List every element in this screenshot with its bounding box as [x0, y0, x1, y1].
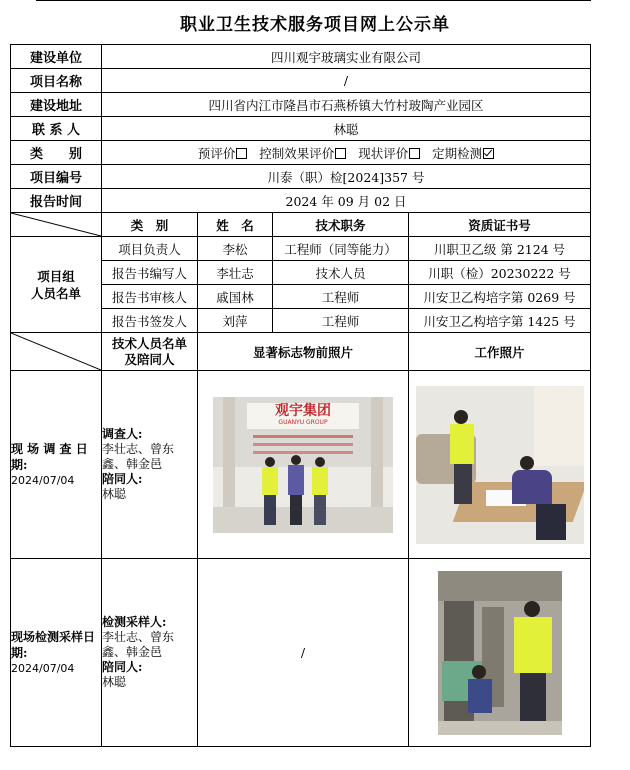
value-unit: 四川观宇玻璃实业有限公司: [102, 45, 591, 69]
row-report-time: [11, 189, 591, 213]
photos-diagonal-cell: [11, 333, 102, 371]
row-category: [11, 141, 591, 165]
sampling-staff: 李壮志、曾东鑫、韩金邑: [102, 630, 175, 659]
sampling-staff-label: 检测采样人:: [102, 615, 167, 629]
row-name: [11, 69, 591, 93]
value-report-time: 2024 年 09 月 02 日: [102, 189, 591, 213]
sign-text: 观宇集团: [275, 402, 331, 419]
label-address: 建设地址: [11, 93, 102, 117]
member-name: 李松: [198, 237, 273, 261]
survey-people-cell: [102, 371, 198, 559]
row-contact: [11, 117, 591, 141]
diagonal-line: [11, 333, 101, 370]
survey-companion: 林聪: [102, 487, 127, 501]
photos-header-landmark: 显著标志物前照片: [198, 333, 409, 371]
member-name: 李壮志: [198, 261, 273, 285]
checkbox-pre-eval: [236, 148, 247, 159]
team-diagonal-cell: [11, 213, 102, 237]
survey-companion-label: 陪同人:: [102, 472, 143, 486]
team-header-name: 姓 名: [198, 213, 273, 237]
survey-date: 2024/07/04: [11, 473, 75, 487]
sampling-work-cell: [409, 559, 591, 747]
sampling-photo: [438, 571, 562, 735]
label-unit: 建设单位: [11, 45, 102, 69]
landmark-photo: [213, 397, 393, 533]
page-title: 职业卫生技术服务项目网上公示单: [180, 15, 450, 35]
option-periodic-test: 定期检测: [432, 146, 494, 161]
sampling-landmark-cell: /: [198, 559, 409, 747]
survey-staff-label: 调查人:: [102, 427, 143, 441]
survey-row: [11, 371, 591, 559]
label-number: 项目编号: [11, 165, 102, 189]
sampling-date-cell: [11, 559, 102, 747]
label-category: 类 别: [11, 141, 102, 165]
value-contact: 林聪: [102, 117, 591, 141]
category-options: [102, 141, 591, 165]
member-title: 工程师: [273, 285, 409, 309]
checkbox-control-eval: [335, 148, 346, 159]
team-header-row: [11, 213, 591, 237]
member-name: 戚国林: [198, 285, 273, 309]
survey-date-label: 现 场 调 查 日期:: [11, 441, 88, 472]
row-address: [11, 93, 591, 117]
member-name: 刘萍: [198, 309, 273, 333]
row-number: [11, 165, 591, 189]
team-row: [11, 237, 591, 261]
member-cert: 川安卫乙构培字第 0269 号: [409, 285, 591, 309]
sampling-date-label: 现场检测采样日期:: [11, 629, 96, 660]
team-group-label: 项目组 人员名单: [11, 237, 102, 333]
member-cert: 川职（检）20230222 号: [409, 261, 591, 285]
sampling-companion-label: 陪同人:: [102, 660, 143, 674]
label-name: 项目名称: [11, 69, 102, 93]
work-photo: [416, 386, 584, 544]
member-role: 项目负责人: [102, 237, 198, 261]
notice-table: [10, 44, 591, 747]
member-cert: 川职卫乙级 第 2124 号: [409, 237, 591, 261]
option-pre-eval: 预评价: [198, 146, 248, 161]
option-control-eval: 控制效果评价: [259, 146, 346, 161]
survey-work-cell: [409, 371, 591, 559]
row-unit: [11, 45, 591, 69]
value-address: 四川省内江市隆昌市石燕桥镇大竹村玻陶产业园区: [102, 93, 591, 117]
sampling-date: 2024/07/04: [11, 661, 75, 675]
value-name: /: [102, 69, 591, 93]
sampling-companion: 林聪: [102, 675, 127, 689]
company-sign: [247, 403, 359, 429]
member-title: 工程师（同等能力）: [273, 237, 409, 261]
member-title: 工程师: [273, 309, 409, 333]
sign-sub: GUANYU GROUP: [278, 418, 328, 426]
photos-header-people: 技术人员名单 及陪同人: [102, 333, 198, 371]
member-role: 报告书审核人: [102, 285, 198, 309]
survey-staff: 李壮志、曾东鑫、韩金邑: [102, 442, 175, 471]
sampling-people-cell: [102, 559, 198, 747]
label-contact: 联 系 人: [11, 117, 102, 141]
checkbox-status-eval: [409, 148, 420, 159]
checkbox-periodic-test: [483, 148, 494, 159]
member-title: 技术人员: [273, 261, 409, 285]
diagonal-line: [11, 213, 101, 236]
sampling-row: [11, 559, 591, 747]
photos-header-work: 工作照片: [409, 333, 591, 371]
top-rule: [36, 0, 591, 1]
member-cert: 川安卫乙构培字第 1425 号: [409, 309, 591, 333]
label-report-time: 报告时间: [11, 189, 102, 213]
team-header-cert: 资质证书号: [409, 213, 591, 237]
member-role: 报告书编写人: [102, 261, 198, 285]
team-header-role: 类 别: [102, 213, 198, 237]
option-status-eval: 现状评价: [358, 146, 420, 161]
team-header-title: 技术职务: [273, 213, 409, 237]
survey-landmark-cell: [198, 371, 409, 559]
value-number: 川泰（职）检[2024]357 号: [102, 165, 591, 189]
photos-header-row: [11, 333, 591, 371]
member-role: 报告书签发人: [102, 309, 198, 333]
survey-date-cell: [11, 371, 102, 559]
